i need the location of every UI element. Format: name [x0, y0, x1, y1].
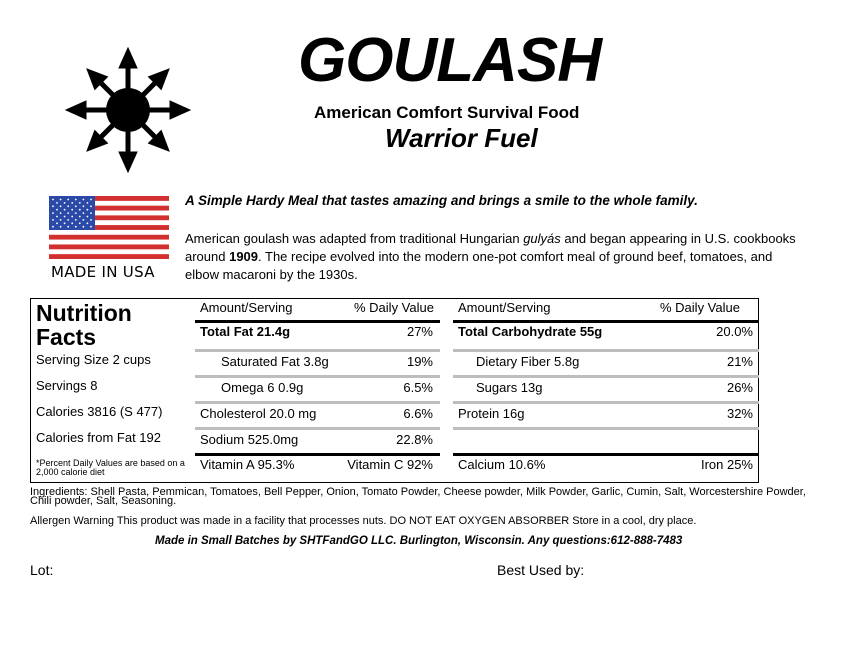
nutrition-title [36, 301, 132, 349]
calcium: Calcium 10.6% [458, 457, 546, 472]
iron: Iron 25% [700, 457, 753, 472]
flag-star [83, 219, 85, 221]
flag-star [87, 209, 89, 211]
history-italic-word: gulyás [523, 231, 561, 246]
ingredients: Ingredients: Shell Pasta, Pemmican, Tomatoes, Bell Pepper, Onion, Tomato Powder, Cheese powder, Milk Powder, Garlic, Cumin, Salt, Worcestershire Powder, Chili powder, Salt, Seasoning. [30, 486, 806, 507]
flag-star [71, 209, 73, 211]
chaos-star-arrowhead [66, 101, 86, 119]
total-fat-value: 27% [406, 324, 433, 339]
flag-star [60, 219, 62, 221]
flag-star [64, 209, 66, 211]
protein-value: 32% [726, 406, 753, 421]
flag-stripe [49, 235, 169, 240]
right-rule-4 [453, 427, 759, 430]
left-col-amount-header: Amount/Serving [200, 300, 293, 315]
flag-star [64, 216, 66, 218]
calories: Calories 3816 (S 477) [36, 404, 163, 419]
flag-star [60, 226, 62, 228]
subtitle: American Comfort Survival Food [314, 103, 580, 122]
allergen-warning: Allergen Warning This product was made in a facility that processes nuts. DO NOT EAT OXYGEN ABSORBER Store in a cool, dry place. [30, 515, 697, 527]
protein-label: Protein 16g [458, 406, 525, 421]
flag-star [79, 202, 81, 204]
flag-star [90, 226, 92, 228]
flag-star [52, 199, 54, 201]
flag-star [52, 226, 54, 228]
right-rule-bottom [453, 453, 759, 456]
left-rule-3 [195, 401, 440, 404]
flag-star [52, 212, 54, 214]
flag-star [67, 219, 69, 221]
chaos-star-arrowhead [119, 48, 137, 68]
total-carb-value: 20.0% [716, 324, 753, 339]
lot-label: Lot: [30, 562, 54, 578]
vitamin-c: Vitamin C 92% [347, 457, 433, 472]
flag-star [52, 219, 54, 221]
omega6-label: Omega 6 0.9g [221, 380, 304, 395]
sugars-value: 26% [726, 380, 753, 395]
total-fat-label: Total Fat 21.4g [200, 324, 291, 339]
flag-star [67, 205, 69, 207]
flag-star [87, 222, 89, 224]
flag-star [79, 222, 81, 224]
nutrition-title-line2: Facts [36, 324, 97, 350]
history-paragraph [185, 230, 805, 284]
total-carb-label: Total Carbohydrate 55g [458, 324, 603, 339]
flag-stripe [49, 249, 169, 254]
saturated-fat-label: Saturated Fat 3.8g [221, 354, 329, 369]
right-rule-2 [453, 375, 759, 378]
vitamin-a: Vitamin A 95.3% [200, 457, 295, 472]
left-rule-2 [195, 375, 440, 378]
sodium-value: 22.8% [396, 432, 433, 447]
right-rule-1 [453, 349, 759, 352]
flag-star [75, 226, 77, 228]
tagline: Warrior Fuel [385, 123, 538, 153]
serving-size: Serving Size 2 cups [36, 352, 151, 367]
history-text-3: . The recipe evolved into the modern one-pot comfort meal of ground beef, tomatoes, and elbow macaroni by the 1930s. [185, 249, 773, 282]
history-text-1: American goulash was adapted from traditional Hungarian [185, 231, 524, 246]
flag-stripe [49, 240, 169, 245]
flag-stripe [49, 254, 169, 259]
cholesterol-label: Cholesterol 20.0 mg [200, 406, 317, 421]
flag-star [90, 219, 92, 221]
flag-star [64, 222, 66, 224]
dietary-fiber-label: Dietary Fiber 5.8g [476, 354, 580, 369]
flag-star [56, 216, 58, 218]
left-rule-4 [195, 427, 440, 430]
flag-stripe [49, 230, 169, 235]
flag-star [87, 216, 89, 218]
made-in-usa-label: MADE IN USA [51, 263, 155, 281]
flag-star [56, 222, 58, 224]
flag-star [90, 199, 92, 201]
flag-star [83, 205, 85, 207]
flag-star [64, 202, 66, 204]
history-text-2: and began appearing in U.S. cookbooks around [185, 231, 796, 264]
flag-star [67, 199, 69, 201]
flag-star [90, 205, 92, 207]
flag-star [75, 219, 77, 221]
flag-star [83, 226, 85, 228]
right-rule-3 [453, 401, 759, 404]
flag-star [75, 205, 77, 207]
flag-star [60, 212, 62, 214]
flag-star [75, 199, 77, 201]
flag-stripe [49, 244, 169, 249]
flag-star [79, 209, 81, 211]
cholesterol-value: 6.6% [403, 406, 433, 421]
flag-star [60, 199, 62, 201]
page-title: GOULASH [298, 26, 601, 95]
flag-star [71, 222, 73, 224]
right-col-dv-header: % Daily Value [660, 300, 740, 315]
sodium-label: Sodium 525.0mg [200, 432, 299, 447]
flag-star [75, 212, 77, 214]
right-rule-top [453, 320, 759, 323]
history-year: 1909 [229, 249, 259, 264]
left-col-dv-header: % Daily Value [354, 300, 434, 315]
flag-star [83, 212, 85, 214]
chaos-star-arrowhead [170, 101, 190, 119]
saturated-fat-value: 19% [406, 354, 433, 369]
flag-star [56, 202, 58, 204]
flag-star [71, 202, 73, 204]
chaos-star-icon [58, 42, 198, 178]
flag-star [71, 216, 73, 218]
flag-star [56, 209, 58, 211]
best-used-by-label: Best Used by: [497, 562, 585, 578]
flag-star [67, 226, 69, 228]
headline: A Simple Hardy Meal that tastes amazing and brings a smile to the whole family. [185, 193, 698, 208]
flag-star [67, 212, 69, 214]
omega6-value: 6.5% [403, 380, 433, 395]
left-rule-1 [195, 349, 440, 352]
flag-star [83, 199, 85, 201]
us-flag-icon [49, 196, 169, 259]
flag-star [52, 205, 54, 207]
servings: Servings 8 [36, 378, 98, 393]
nutrition-facts-panel [30, 298, 759, 483]
nutrition-title-line1: Nutrition [36, 300, 132, 326]
left-rule-bottom [195, 453, 440, 456]
flag-star [79, 216, 81, 218]
right-col-amount-header: Amount/Serving [458, 300, 551, 315]
left-rule-top [195, 320, 440, 323]
chaos-star-arrowhead [119, 152, 137, 172]
flag-star [60, 205, 62, 207]
dietary-fiber-value: 21% [726, 354, 753, 369]
flag-star [90, 212, 92, 214]
daily-value-footnote: *Percent Daily Values are based on a 2,000 calorie diet [36, 458, 185, 477]
maker-info: Made in Small Batches by SHTFandGO LLC. Burlington, Wisconsin. Any questions:612-888-7483 [155, 535, 683, 547]
sugars-label: Sugars 13g [476, 380, 543, 395]
flag-star [87, 202, 89, 204]
calories-from-fat: Calories from Fat 192 [36, 430, 161, 445]
